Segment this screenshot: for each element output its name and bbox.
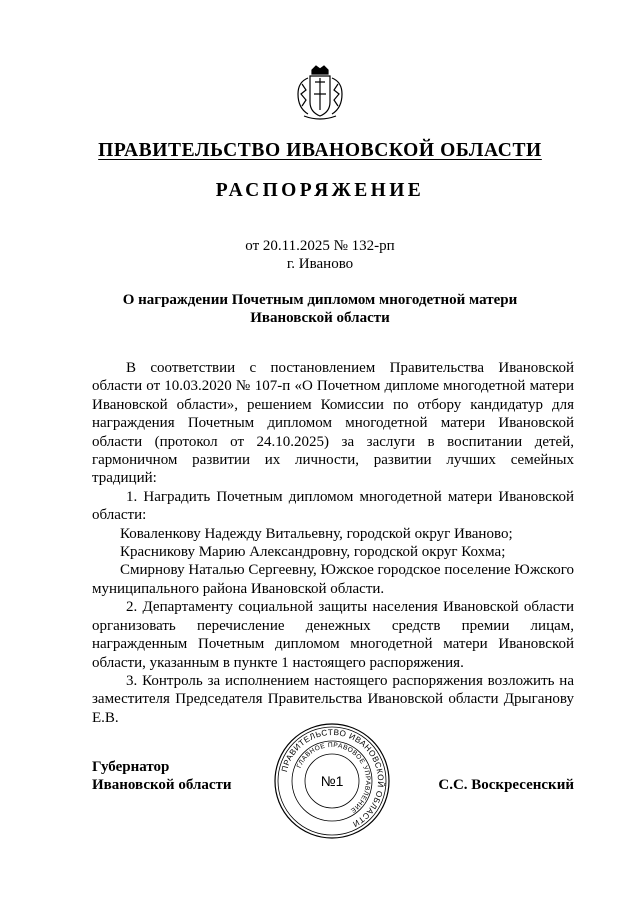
date-number: от 20.11.2025 № 132-рп xyxy=(245,238,395,254)
coat-of-arms-icon xyxy=(292,64,348,124)
awardee-3: Смирнову Наталью Сергеевну, Южское городское поселение Южского муниципального района Ивановской области. xyxy=(92,562,574,597)
signatory-name: С.С. Воскресенский xyxy=(438,777,574,793)
stamp-inner-text: ГЛАВНОЕ ПРАВОВОЕ УПРАВЛЕНИЕ xyxy=(295,741,372,815)
official-stamp xyxy=(273,722,391,840)
document-body xyxy=(92,359,574,727)
item-1: 1. Наградить Почетным дипломом многодетной матери Ивановской области: xyxy=(92,488,574,524)
awardee-2: Красникову Марию Александровну, городской округ Кохма; xyxy=(120,544,506,561)
stamp-number: №1 xyxy=(320,773,344,789)
document-meta xyxy=(0,237,640,273)
stamp-outer-text: ПРАВИТЕЛЬСТВО ИВАНОВСКОЙ ОБЛАСТИ xyxy=(279,727,386,829)
intro-paragraph: В соответствии с постановлением Правительства Ивановской области от 10.03.2020 № 107-п «О Почетном дипломе многодетной матери Ивановской области», решением Комиссии по отбору кандидатур для награждения Почетным дипломом многодетной матери Ивановской области (протокол от 24.10.2025) за заслуги в воспитании детей, гармоничном развитии их личности, развитии лучших семейных традиций: xyxy=(92,360,574,487)
document-subject: О награждении Почетным дипломом многодетной матери Ивановской области xyxy=(122,292,518,326)
awardee-1: Коваленкову Надежду Витальевну, городской округ Иваново; xyxy=(120,525,513,542)
document-type: РАСПОРЯЖЕНИЕ xyxy=(215,180,425,201)
item-3: 3. Контроль за исполнением настоящего распоряжения возложить на заместителя Председателя Правительства Ивановской области Дрыганову Е.В. xyxy=(92,672,574,726)
signatory-position: Губернатор Ивановской области xyxy=(92,759,232,793)
item-2: 2. Департаменту социальной защиты населения Ивановской области организовать перечисление денежных средств премии лицам, награжденным Почетным дипломом многодетной матери Ивановской области, указанным в пункте 1 настоящего распоряжения. xyxy=(92,599,574,671)
city: г. Иваново xyxy=(286,256,354,272)
organization-title: ПРАВИТЕЛЬСТВО ИВАНОВСКОЙ ОБЛАСТИ xyxy=(98,140,542,161)
